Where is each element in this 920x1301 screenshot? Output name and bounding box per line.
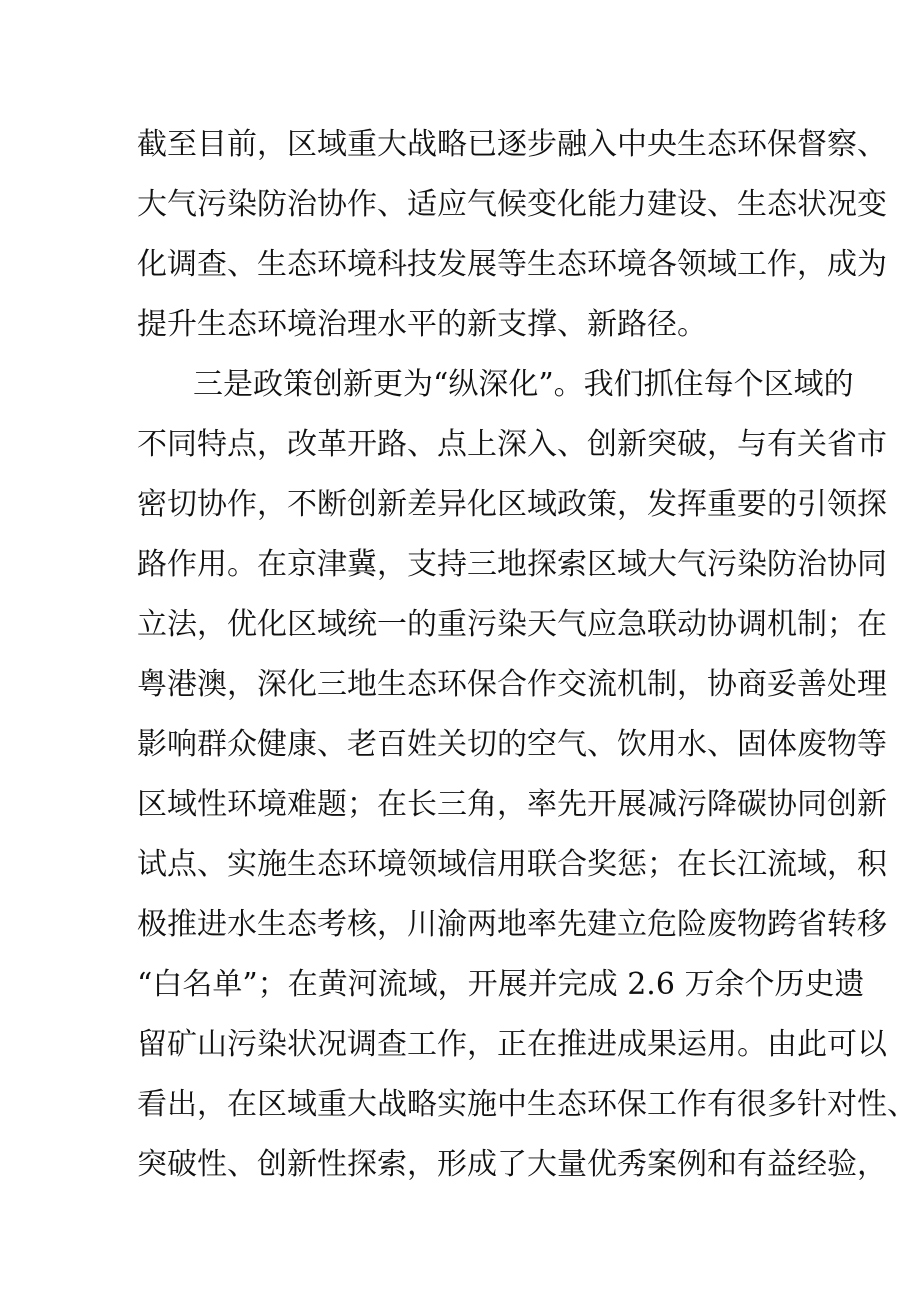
paragraph-line: 路作用。在京津冀，支持三地探索区域大气污染防治协同 — [137, 547, 887, 582]
paragraph-line: 留矿山污染状况调查工作，正在推进成果运用。由此可以 — [137, 1027, 887, 1062]
paragraph-line: 看出，在区域重大战略实施中生态环保工作有很多针对性、 — [137, 1087, 917, 1122]
paragraph-line: 密切协作，不断创新差异化区域政策，发挥重要的引领探 — [137, 487, 887, 522]
paragraph-line: 立法，优化区域统一的重污染天气应急联动协调机制；在 — [137, 607, 887, 642]
paragraph-line: 极推进水生态考核，川渝两地率先建立危险废物跨省转移 — [137, 907, 887, 942]
paragraph-line: 突破性、创新性探索，形成了大量优秀案例和有益经验， — [137, 1147, 887, 1182]
paragraph-line: “白名单”；在黄河流域，开展并完成 2.6 万余个历史遗 — [137, 967, 865, 1002]
paragraph-1 — [137, 115, 887, 355]
paragraph-line: 试点、实施生态环境领域信用联合奖惩；在长江流域，积 — [137, 847, 887, 882]
paragraph-line: 三是政策创新更为“纵深化”。我们抓住每个区域的 — [193, 367, 854, 402]
paragraph-2 — [137, 355, 917, 1195]
paragraph-line: 粤港澳，深化三地生态环保合作交流机制，协商妥善处理 — [137, 667, 887, 702]
paragraph-line: 化调查、生态环境科技发展等生态环境各领域工作，成为 — [137, 247, 887, 282]
paragraph-line: 截至目前，区域重大战略已逐步融入中央生态环保督察、 — [137, 127, 887, 162]
paragraph-line: 区域性环境难题；在长三角，率先开展减污降碳协同创新 — [137, 787, 887, 822]
paragraph-line: 提升生态环境治理水平的新支撑、新路径。 — [137, 307, 707, 342]
paragraph-line: 影响群众健康、老百姓关切的空气、饮用水、固体废物等 — [137, 727, 887, 762]
paragraph-line: 大气污染防治协作、适应气候变化能力建设、生态状况变 — [137, 187, 887, 222]
paragraph-line: 不同特点，改革开路、点上深入、创新突破，与有关省市 — [137, 427, 887, 462]
